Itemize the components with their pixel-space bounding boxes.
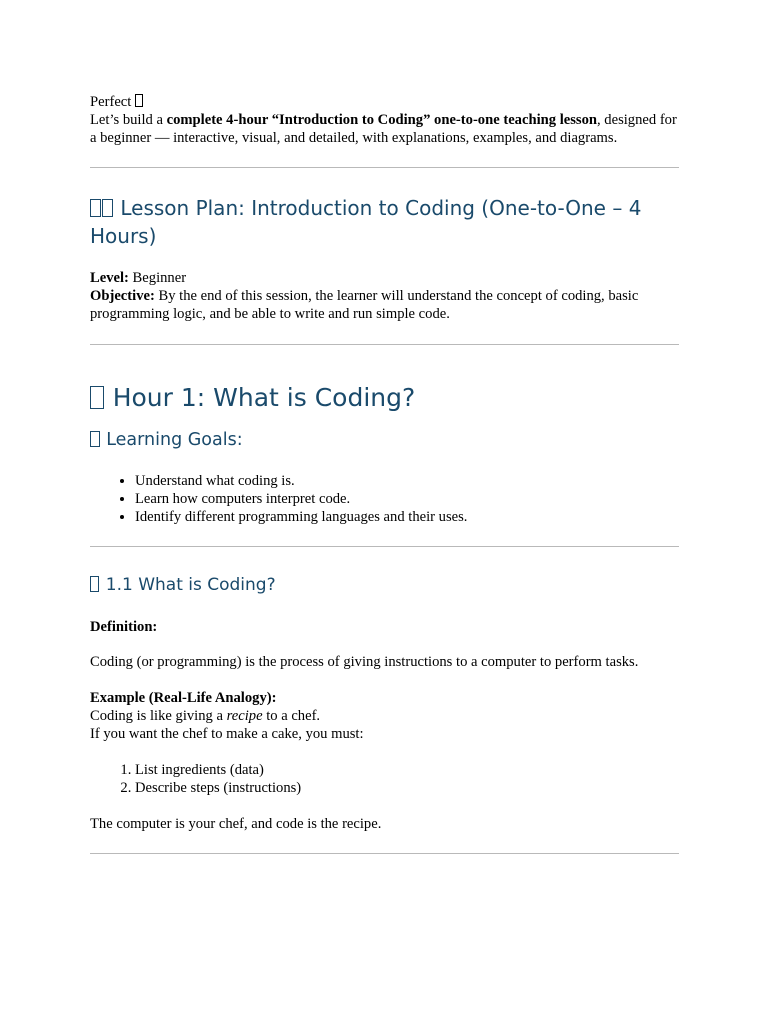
- learning-goals-title: [90, 429, 679, 451]
- divider: [90, 853, 679, 854]
- divider: [90, 167, 679, 168]
- level-line: [90, 269, 679, 287]
- emoji-placeholder-icon: [90, 576, 99, 591]
- level-label: Level:: [90, 270, 129, 286]
- list-item: • Understand what coding is.: [135, 472, 724, 490]
- closing-block: [90, 815, 679, 833]
- closing-text: The computer is your chef, and code is the recipe.: [90, 816, 382, 832]
- intro-paragraph: [90, 111, 679, 147]
- intro-suffix: , designed for a beginner — interactive, visual, and detailed, with explanations, examples, and diagrams.: [90, 112, 677, 147]
- example-italic: recipe: [226, 708, 263, 725]
- definition-label: Definition:: [90, 619, 158, 635]
- definition-text-block: [90, 653, 679, 671]
- hour1-title: [90, 383, 679, 413]
- intro-bold: complete 4-hour “Introduction to Coding” one-to-one teaching lesson: [166, 112, 597, 129]
- objective-line: [90, 287, 679, 323]
- steps-list: [90, 761, 724, 797]
- example-prefix: Coding is like giving a: [90, 708, 227, 725]
- list-item: 1. List ingredients (data): [135, 761, 724, 779]
- emoji-placeholder-icon: [90, 386, 104, 409]
- example-block: [90, 689, 679, 744]
- hour1-title-text: Hour 1: What is Coding?: [112, 383, 416, 412]
- lesson-title-text: Lesson Plan: Introduction to Coding (One-to-One – 4 Hours): [90, 196, 642, 248]
- list-item: 2. Describe steps (instructions): [135, 779, 724, 797]
- list-item: • Identify different programming languages and their uses.: [135, 508, 724, 526]
- divider: [90, 546, 679, 547]
- divider: [90, 344, 679, 345]
- example-line-2: If you want the chef to make a cake, you must:: [90, 726, 364, 743]
- level-value: Beginner: [128, 270, 187, 286]
- learning-goals-text: Learning Goals:: [106, 430, 243, 450]
- lesson-meta: [90, 269, 679, 324]
- emoji-placeholder-icon: [90, 431, 100, 447]
- example-label: Example (Real-Life Analogy):: [90, 690, 277, 706]
- section-1-1-title: [90, 574, 679, 596]
- emoji-placeholder-icon: [90, 199, 101, 217]
- emoji-placeholder-icon: [102, 199, 113, 217]
- intro-block: [90, 93, 679, 148]
- learning-goals-list: [90, 472, 724, 527]
- objective-label: Objective:: [90, 288, 155, 305]
- definition-text: Coding (or programming) is the process of giving instructions to a computer to perform tasks.: [90, 654, 639, 670]
- intro-perfect-line: [90, 93, 679, 111]
- intro-prefix: Let’s build a: [90, 112, 167, 129]
- definition-label-block: [90, 618, 679, 636]
- intro-perfect: Perfect: [90, 94, 132, 110]
- list-item: • Learn how computers interpret code.: [135, 490, 724, 508]
- example-line-1: [90, 707, 679, 725]
- objective-value: By the end of this session, the learner will understand the concept of coding, basic programming logic, and be able to write and run simple code.: [90, 288, 639, 323]
- emoji-placeholder-icon: [135, 94, 143, 107]
- lesson-plan-title: [90, 194, 679, 250]
- example-suffix: to a chef.: [262, 708, 321, 725]
- section-1-1-title-text: 1.1 What is Coding?: [105, 575, 276, 595]
